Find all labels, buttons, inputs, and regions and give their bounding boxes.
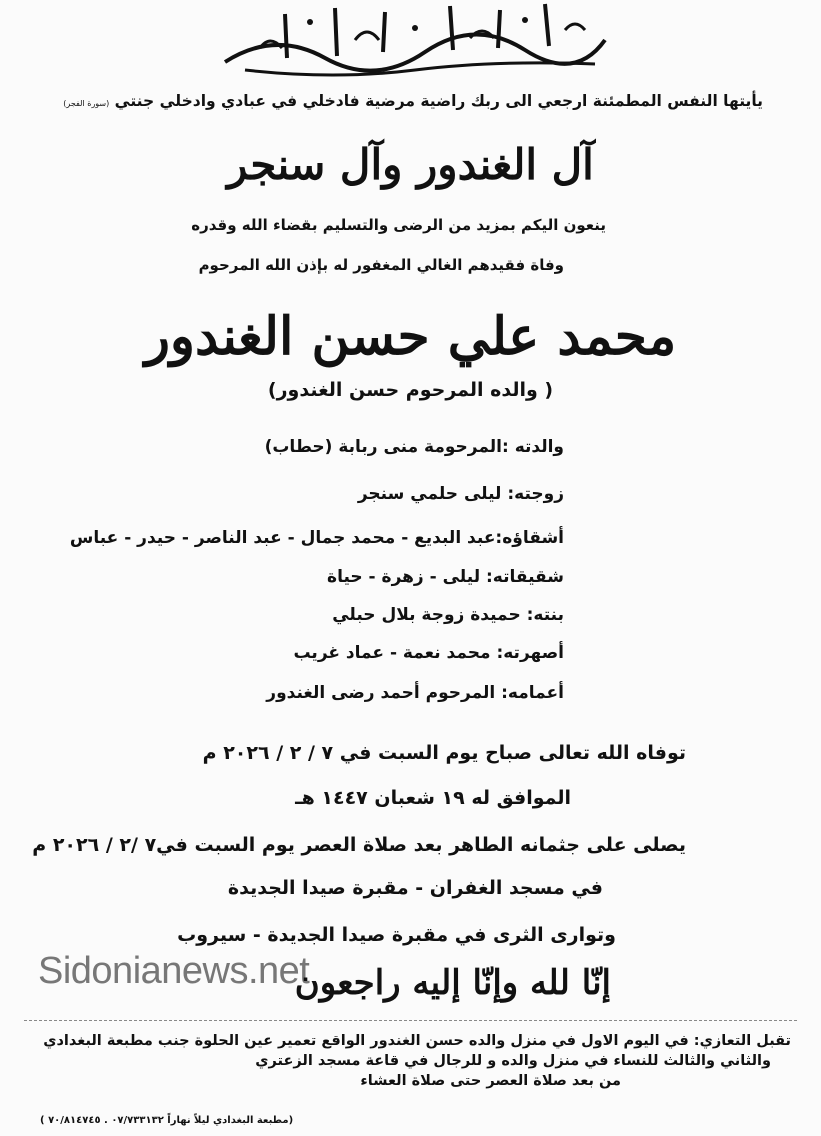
condolences-line-2: والثاني والثالث للنساء في منزل والده و للرجال في قاعة مسجد الزعتري <box>255 1053 771 1069</box>
website-watermark: Sidonianews.net <box>38 950 310 992</box>
hijri-date-line: الموافق له ١٩ شعبان ١٤٤٧ هـ <box>295 787 571 809</box>
father-line: ( والده المرحوم حسن الغندور) <box>267 379 554 401</box>
burial-line: وتوارى الثرى في مقبرة صيدا الجديدة - سيروب <box>177 924 616 946</box>
quran-verse <box>63 92 763 110</box>
family-title: آل الغندور وآل سنجر <box>227 140 594 189</box>
divider <box>24 1020 797 1022</box>
relative-mother: والدته :المرحومة منى ربابة (حطاب) <box>264 437 564 457</box>
verse-text: يأيتها النفس المطمئنة ارجعي الى ربك راضية مرضية فادخلي في عبادي وادخلي جنتي <box>114 92 763 110</box>
mourning-line-1: ينعون اليكم بمزيد من الرضى والتسليم بقضاء الله وقدره <box>191 216 606 234</box>
relative-wife: زوجته: ليلى حلمي سنجر <box>357 484 564 504</box>
printer-credit: (مطبعة البغدادي ليلاً نهاراً ٠٧/٧٣٣١٣٢ . ٧٠/٨١٤٧٤٥ ) <box>40 1115 294 1126</box>
funeral-prayer-line: يصلى على جثمانه الطاهر بعد صلاة العصر يوم السبت في٧ /٢ / ٢٠٢٦ م <box>32 834 686 856</box>
calligraphy-header <box>215 0 615 82</box>
relative-sisters: شقيقاته: ليلى - زهرة - حياة <box>327 567 564 587</box>
condolences-line-3: من بعد صلاة العصر حتى صلاة العشاء <box>360 1073 621 1089</box>
relative-brothers: أشقاؤه:عبد البديع - محمد جمال - عبد الناصر - حيدر - عباس <box>69 528 564 548</box>
verse-reference: (سورة الفجر) <box>63 99 110 108</box>
mosque-line: في مسجد الغفران - مقبرة صيدا الجديدة <box>227 877 603 899</box>
mourning-line-2: وفاة فقيدهم الغالي المغفور له بإذن الله المرحوم <box>198 256 564 274</box>
relative-uncles: أعمامه: المرحوم أحمد رضى الغندور <box>266 683 564 703</box>
death-date-line: توفاه الله تعالى صباح يوم السبت في ٧ / ٢ / ٢٠٢٦ م <box>202 742 686 764</box>
quran-phrase: إنّا لله وإنّا إليه راجعون <box>294 963 611 1003</box>
condolences-line-1: تقبل التعازي: في اليوم الاول في منزل والده حسن الغندور الواقع تعمير عين الحلوة جنب مطبعة البغدادي <box>43 1033 791 1049</box>
relative-daughter: بنته: حميدة زوجة بلال حبلي <box>332 605 564 625</box>
deceased-name: محمد علي حسن الغندور <box>144 306 677 367</box>
relative-in-laws: أصهرته: محمد نعمة - عماد غريب <box>293 643 564 663</box>
